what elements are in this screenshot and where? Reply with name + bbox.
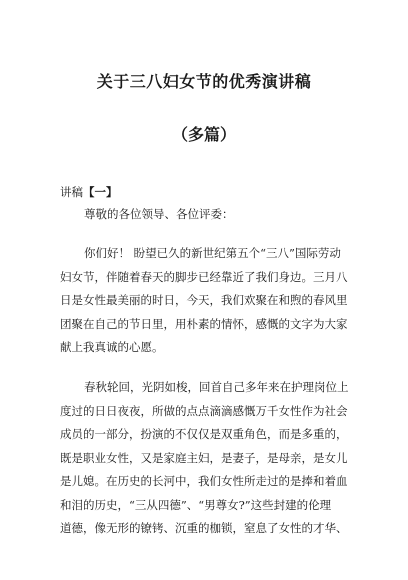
paragraph-line: 妇女节，伴随着春天的脚步已经靠近了我们身边。三月八 xyxy=(60,269,348,284)
paragraph-line: 度过的日日夜夜，所做的点点滴滴感慨万千女性作为社会 xyxy=(60,403,348,418)
salutation: 尊敬的各位领导、各位评委： xyxy=(84,207,234,221)
document-subtitle: （多篇） xyxy=(171,125,236,144)
paragraph-line: 既是职业女性，又是家庭主妇，是妻子，是母亲，是女儿 xyxy=(60,450,348,465)
section-number: 【一】 xyxy=(83,185,118,199)
paragraph-line: 日是女性最美丽的时日，今天，我们欢聚在和煦的春风里 xyxy=(60,293,348,307)
section-prefix: 讲稿 xyxy=(60,185,83,199)
paragraph-line: 和泪的历史，“三从四德”、“男尊女?”这些封建的伦理 xyxy=(60,497,332,512)
paragraph-2 xyxy=(60,376,350,541)
paragraph-line: 团聚在自己的节日里，用朴素的情怀，感慨的文字为大家 xyxy=(60,316,348,331)
document-title: 关于三八妇女节的优秀演讲稿 xyxy=(96,72,312,91)
paragraph-line: 春秋轮回，光阴如梭，回首自己多年来在护理岗位上 xyxy=(84,380,349,394)
paragraph-line: 道德，像无形的镣铐、沉重的枷锁，窒息了女性的才华、 xyxy=(60,521,348,535)
paragraph-line: 是儿媳。在历史的长河中，我们女性所走过的是捧和着血 xyxy=(60,474,348,488)
section-label xyxy=(60,184,118,200)
paragraph-line: 成员的一部分，扮演的不仅仅是双重角色，而是多重的， xyxy=(60,427,348,441)
paragraph-1 xyxy=(60,242,350,360)
paragraph-line: 献上我真诚的心愿。 xyxy=(60,340,164,354)
paragraph-line: 你们好！ 盼望已久的新世纪第五个“三八”国际劳动 xyxy=(84,246,341,260)
